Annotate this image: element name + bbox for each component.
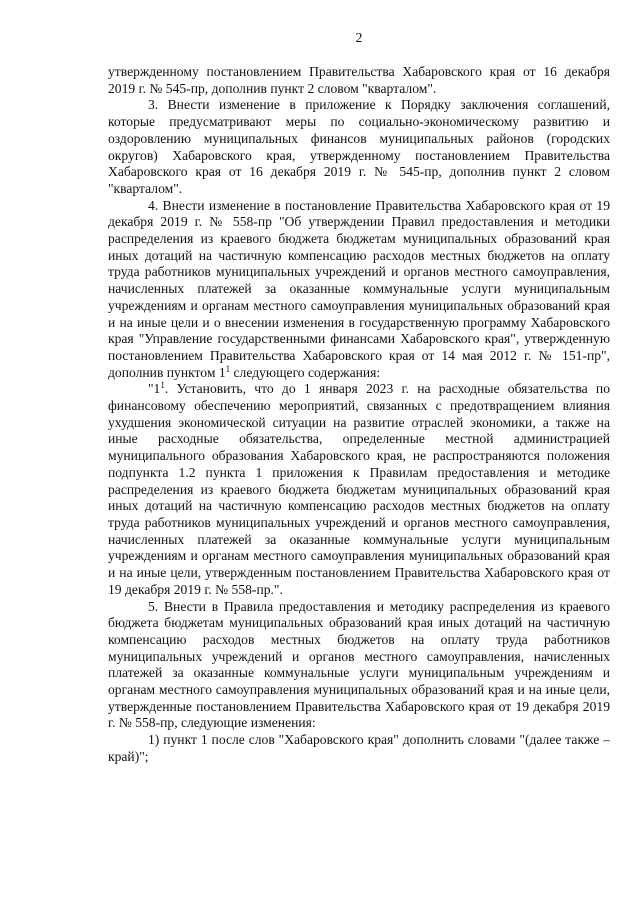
paragraph-3: 3. Внести изменение в приложение к Порядку заключения соглашений, которые предусматривают меры по социально-экономическому развитию и оздоровлению муниципальных финансов муниципальных районов (городских округов) Хабаровского края, утвержденному постановлением Правительства Хабаровского края от 16 декабря 2019 г. № 545-пр, дополнив пункт 2 словом "кварталом". (108, 97, 610, 196)
paragraph-4-text-end: следующего содержания: (230, 364, 381, 380)
paragraph-4-superscript: 1 (225, 363, 231, 374)
quote-text: . Установить, что до 1 января 2023 г. на расходные обязательства по финансовому обеспечению мероприятий, связанных с предотвращением влияния ухудшения экономической ситуации на развитие отраслей экономики, а также на иные расходные обязательства, определенные местной администрацией муниципального образования Хабаровского края, не распространяются положения подпункта 1.2 пункта 1 приложения к Правилам предоставления и методике распределения из краевого бюджета бюджетам муниципальных образований края иных дотаций на частичную компенсацию расходов местных бюджетов на оплату труда работников муниципальных учреждений и органов местного самоуправления, начисленных платежей за оказанные коммунальные услуги муниципальным учреждениям и органам местного самоуправления муниципальных образований края и на иные цели, утвержденным постановлением Правительства Хабаровского края от 19 декабря 2019 г. № 558-пр.". (108, 381, 610, 597)
paragraph-5: 5. Внести в Правила предоставления и методику распределения из краевого бюджета бюджетам муниципальных образований края иных дотаций на частичную компенсацию расходов местных бюджетов на оплату труда работников муниципальных учреждений и органов местного самоуправления, начисленных платежей за оказанные коммунальные услуги муниципальным учреждениям и органам местного самоуправления муниципальных образований края и на иные цели, утвержденные постановлением Правительства Хабаровского края от 19 декабря 2019 г. № 558-пр, следующие изменения: (108, 598, 610, 731)
paragraph-4 (108, 198, 610, 382)
paragraph-5-item-1: 1) пункт 1 после слов "Хабаровского края" дополнить словами "(далее также – край)"; (108, 732, 610, 764)
paragraph-1-1-quote (108, 381, 610, 598)
document-page (108, 30, 610, 766)
paragraph-continuation: утвержденному постановлением Правительства Хабаровского края от 16 декабря 2019 г. № 545-пр, дополнив пункт 2 словом "кварталом". (108, 64, 610, 96)
page-number: 2 (355, 30, 363, 45)
quote-number: "1 (148, 381, 161, 397)
paragraph-4-text: 4. Внести изменение в постановление Правительства Хабаровского края от 19 декабря 2019 г. № 558-пр "Об утверждении Правил предоставления и методики распределения из краевого бюджета бюджетам муниципальных образований края иных дотаций на частичную компенсацию расходов местных бюджетов на оплату труда работников муниципальных учреждений и органов местного самоуправления, начисленных платежей за оказанные коммунальные услуги муниципальным учреждениям и органам местного самоуправления муниципальных образований края и на иные цели и о внесении изменения в государственную программу Хабаровского края "Управление государственными финансами Хабаровского края", утвержденную постановлением Правительства Хабаровского края от 14 мая 2012 г. № 151-пр", дополнив пунктом 1 (108, 197, 610, 380)
quote-superscript: 1 (160, 380, 165, 391)
